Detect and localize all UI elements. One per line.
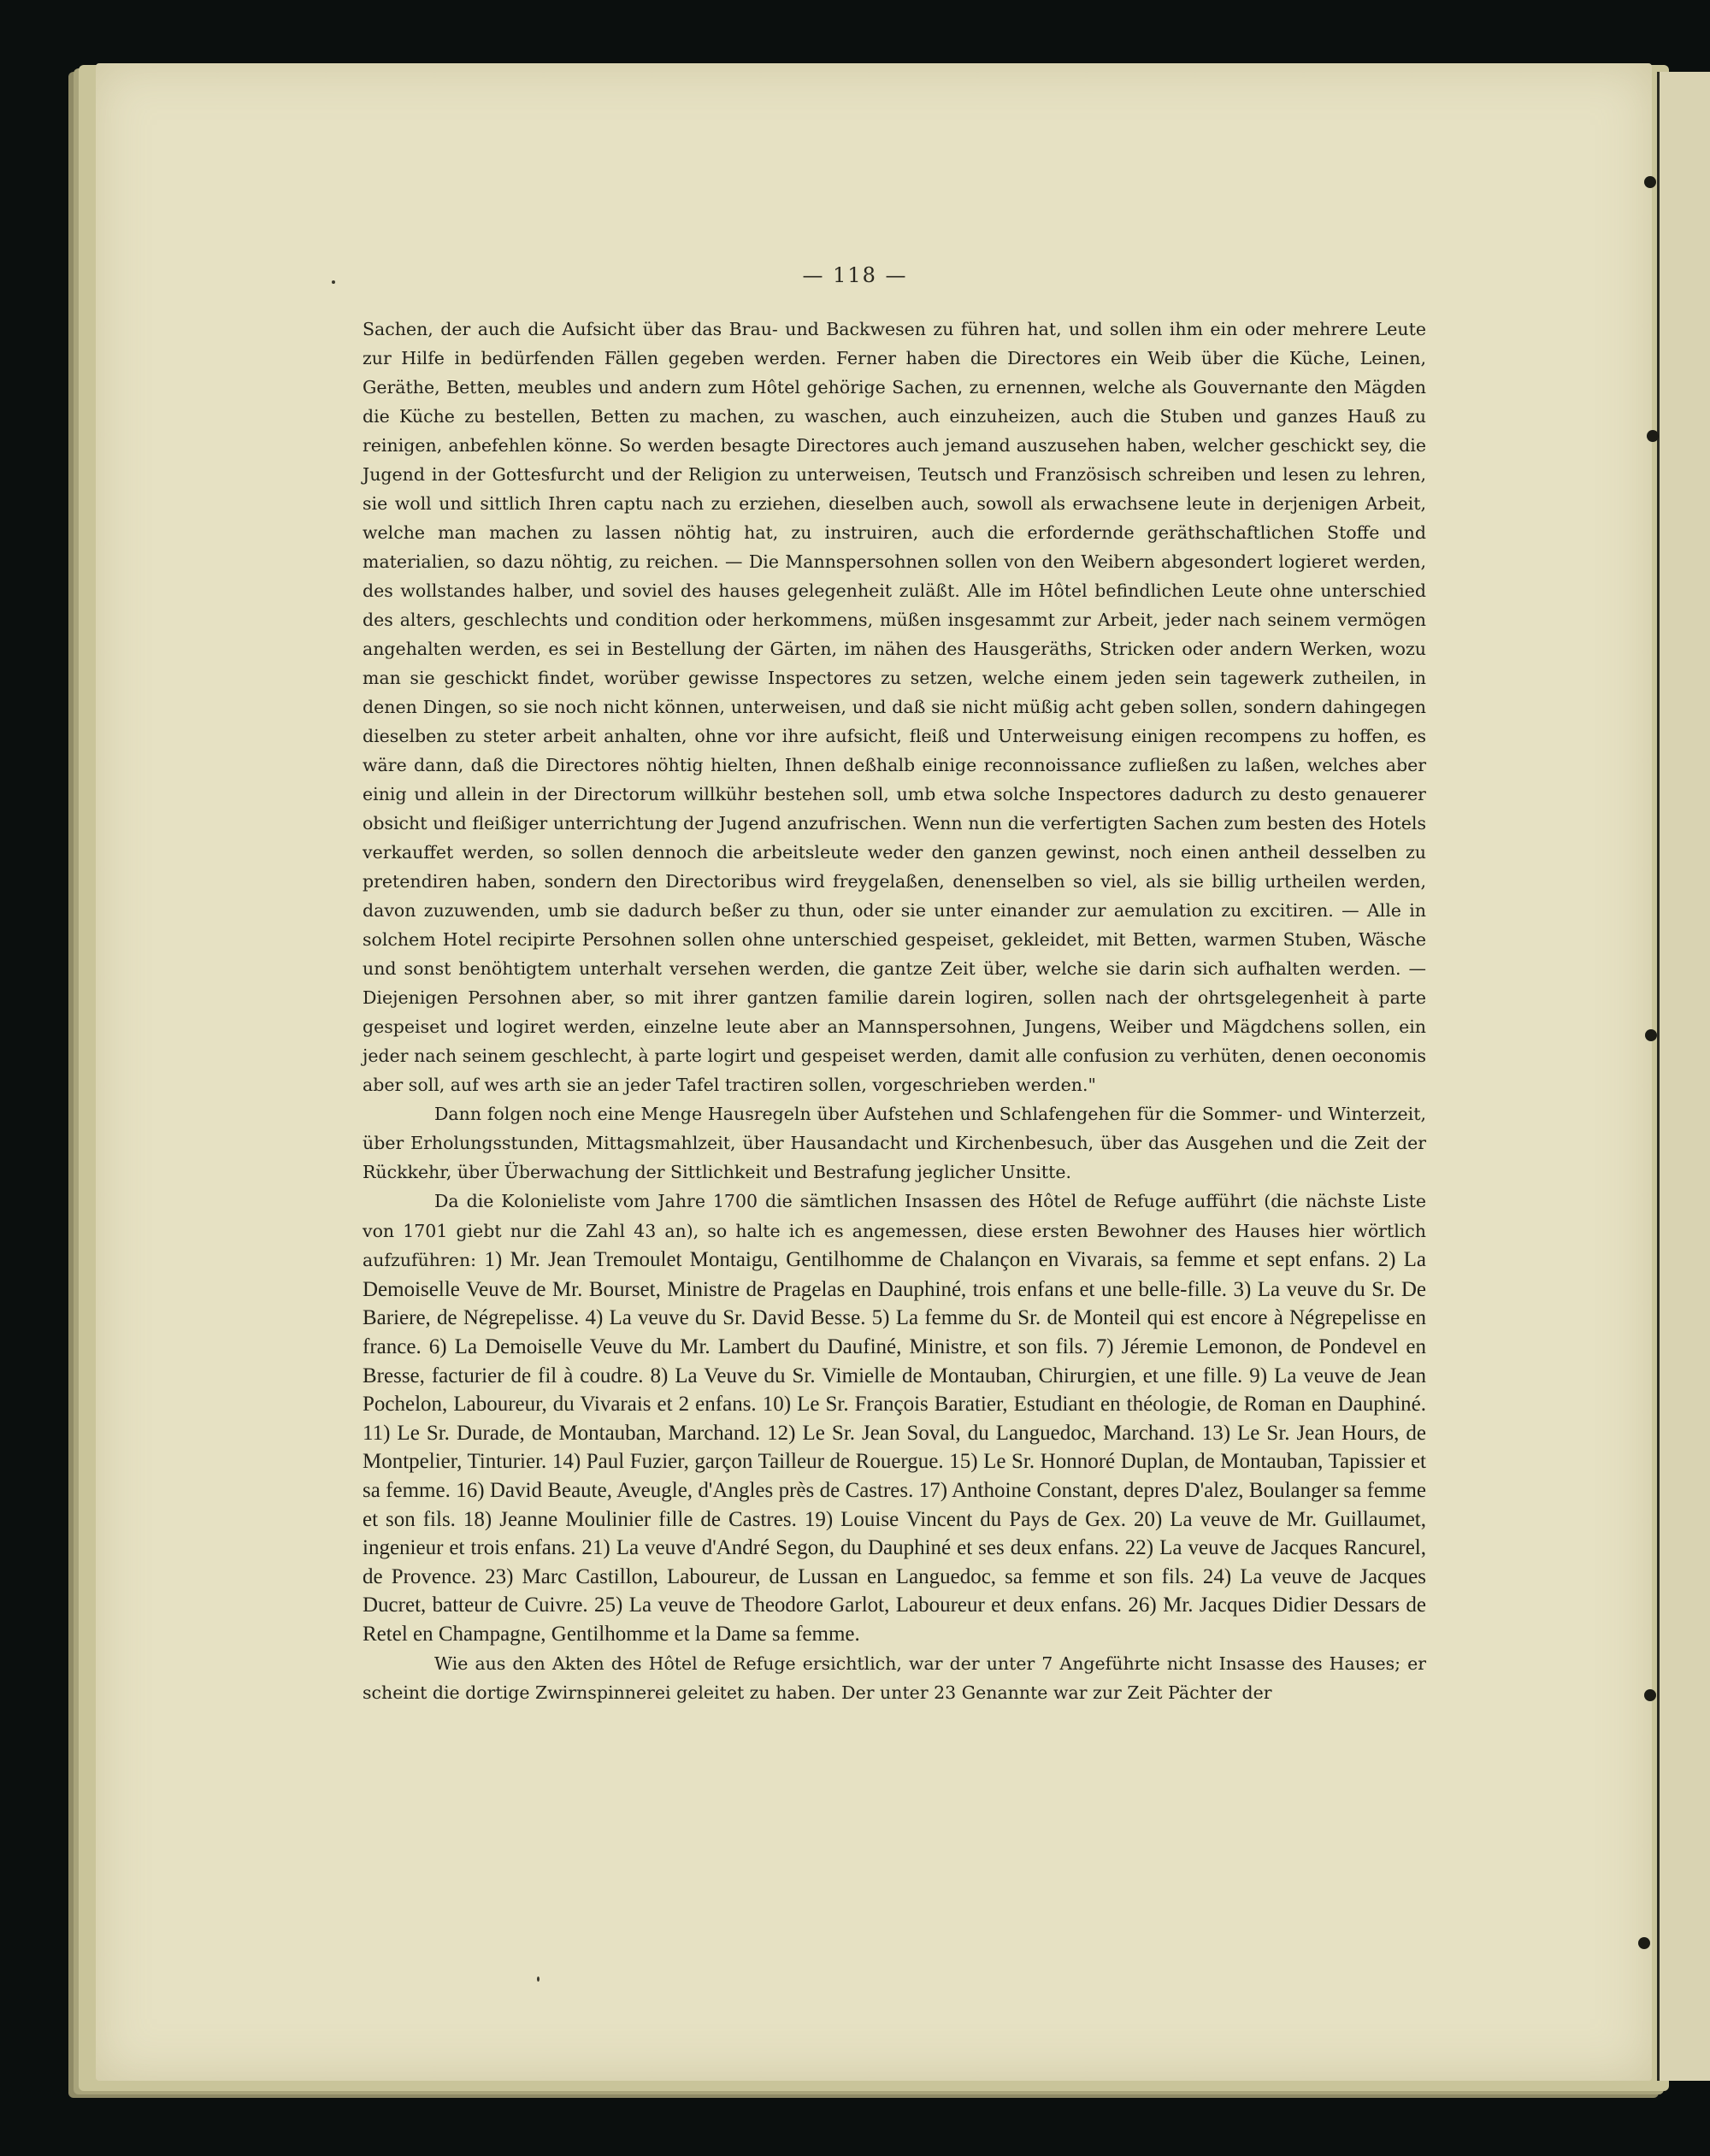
binding-hole-icon xyxy=(1644,1689,1656,1701)
page-number: — 118 — xyxy=(802,263,908,287)
facing-page-edge xyxy=(1657,72,1710,2081)
paragraph-colony-list xyxy=(363,1187,1426,1649)
binding-hole-icon xyxy=(1645,1029,1657,1041)
paper-speck xyxy=(537,1976,540,1982)
body-text xyxy=(363,315,1426,1707)
binding-hole-icon xyxy=(1644,176,1656,188)
colony-list-intro: Da die Kolonieliste vom Jahre 1700 die sämtlichen Insassen des Hôtel de Refuge aufführt (die nächste Liste von 1701 giebt nur die Zahl 43 an), so halte ich es angemessen, diese ersten Bewohner des Hauses hier wörtlich aufzuführen: xyxy=(363,1191,1426,1271)
binding-hole-icon xyxy=(1638,1937,1650,1949)
paragraph-records-note: Wie aus den Akten des Hôtel de Refuge ersichtlich, war der unter 7 Angeführte nicht Insasse des Hauses; er scheint die dortige Zwirnspinnerei geleitet zu haben. Der unter 23 Genannte war zur Zeit Pächter der xyxy=(363,1652,1426,1703)
colony-list-entries: 1) Mr. Jean Tremoulet Montaigu, Gentilhomme de Chalançon en Vivarais, sa femme et sept enfans. 2) La Demoiselle Veuve de Mr. Bourset, Ministre de Pragelas en Dauphiné, trois enfans et une belle-fille. 3) La veuve du Sr. De Bariere, de Négrepelisse. 4) La veuve du Sr. David Besse. 5) La femme du Sr. de Monteil qui est encore à Négrepelisse en france. 6) La Demoiselle Veuve du Mr. Lambert du Daufiné, Ministre, et son fils. 7) Jéremie Lemonon, de Pondevel en Bresse, facturier de fil à coudre. 8) La Veuve du Sr. Vimielle de Montauban, Chirurgien, et une fille. 9) La veuve de Jean Pochelon, Laboureur, du Vivarais et 2 enfans. 10) Le Sr. François Baratier, Estudiant en théologie, de Roman en Dauphiné. 11) Le Sr. Durade, de Montauban, Marchand. 12) Le Sr. Jean Soval, du Languedoc, Marchand. 13) Le Sr. Jean Hours, de Montpelier, Tinturier. 14) Paul Fuzier, garçon Tailleur de Rouergue. 15) Le Sr. Honnoré Duplan, de Montauban, Tapissier et sa femme. 16) David Beaute, Aveugle, d'Angles près de Castres. 17) Anthoine Constant, depres D'alez, Boulanger sa femme et son fils. 18) Jeanne Moulinier fille de Castres. 19) Louise Vincent du Pays de Gex. 20) La veuve de Mr. Guillaumet, ingenieur et trois enfans. 21) La veuve d'André Segon, du Dauphiné et ses deux enfans. 22) La veuve de Jacques Rancurel, de Provence. 23) Marc Castillon, Laboureur, de Lussan en Languedoc, sa femme et son fils. 24) La veuve de Jacques Ducret, batteur de Cuivre. 25) La veuve de Theodore Garlot, Laboureur et deux enfans. 26) Mr. Jacques Didier Dessars de Retel en Champagne, Gentilhomme et la Dame sa femme. xyxy=(363,1248,1426,1646)
paragraph-house-rules: Dann folgen noch eine Menge Hausregeln über Aufstehen und Schlafengehen für die Sommer- und Winterzeit, über Erholungsstunden, Mittagsmahlzeit, über Hausandacht und Kirchenbesuch, über das Ausgehen und die Zeit der Rückkehr, über Überwachung der Sittlichkeit und Bestrafung jeglicher Unsitte. xyxy=(363,1104,1426,1182)
paragraph-regulations: Sachen, der auch die Aufsicht über das Brau- und Backwesen zu führen hat, und sollen ihm ein oder mehrere Leute zur Hilfe in bedürfenden Fällen gegeben werden. Ferner haben die Directores ein Weib über die Küche, Leinen, Geräthe, Betten, meubles und andern zum Hôtel gehörige Sachen, zu ernennen, welche als Gouvernante den Mägden die Küche zu bestellen, Betten zu machen, zu waschen, auch einzuheizen, auch die Stuben und ganzes Hauß zu reinigen, anbefehlen könne. So werden besagte Directores auch jemand auszusehen haben, welcher geschickt sey, die Jugend in der Gottesfurcht und der Religion zu unterweisen, Teutsch und Französisch schreiben und lesen zu lehren, sie woll und sittlich Ihren captu nach zu erziehen, dieselben auch, sowoll als erwachsene leute in derjenigen Arbeit, welche man machen zu lassen nöhtig hat, zu instruiren, auch die erfordernde geräthschaftlichen Stoffe und materialien, so dazu nöhtig, zu reichen. — Die Mannspersohnen sollen von den Weibern abgesondert logieret werden, des wollstandes halber, und soviel des hauses gelegenheit zuläßt. Alle im Hôtel befindlichen Leute ohne unterschied des alters, geschlechts und condition oder herkommens, müßen insgesammt zur Arbeit, jeder nach seinem vermögen angehalten werden, es sei in Bestellung der Gärten, im nähen des Hausgeräths, Stricken oder andern Werken, wozu man sie geschickt findet, worüber gewisse Inspectores zu setzen, welche einem jeden sein tagewerk zutheilen, in denen Dingen, so sie noch nicht können, unterweisen, und daß sie nicht müßig acht geben sollen, sondern dahingegen dieselben zu steter arbeit anhalten, ohne vor ihre aufsicht, fleiß und Unterweisung einigen recompens zu hoffen, es wäre dann, daß die Directores nöhtig hielten, Ihnen deßhalb einige reconnoissance zufließen zu laßen, welches aber einig und allein in der Directorum willkühr bestehen soll, umb etwa solche Inspectores dadurch zu desto genauerer obsicht und fleißiger unterrichtung der Jugend anzufrischen. Wenn nun die verfertigten Sachen zum besten des Hotels verkauffet werden, so sollen dennoch die arbeitsleute weder den ganzen gewinst, noch einen antheil desselben zu pretendiren haben, sondern den Directoribus wird freygelaßen, denenselben so viel, als sie billig urtheilen werden, davon zuzuwenden, umb sie dadurch beßer zu thun, oder sie unter einander zur aemulation zu excitiren. — Alle in solchem Hotel recipirte Persohnen sollen ohne unterschied gespeiset, gekleidet, mit Betten, warmen Stuben, Wäsche und sonst benöhtigtem unterhalt versehen werden, die gantze Zeit über, welche sie darin sich aufhalten werden. — Diejenigen Persohnen aber, so mit ihrer gantzen familie darein logiren, sollen nach der ohrtsgelegenheit à parte gespeiset und logiret werden, einzelne leute aber an Mannspersohnen, Jungens, Weiber und Mägdchens sollen, ein jeder nach seinem geschlecht, à parte logirt und gespeiset werden, damit alle confusion zu verhüten, denen oeconomis aber soll, auf wes arth sie an jeder Tafel tractiren sollen, vorgeschrieben werden." xyxy=(363,319,1426,1095)
binding-hole-icon xyxy=(1647,430,1659,442)
